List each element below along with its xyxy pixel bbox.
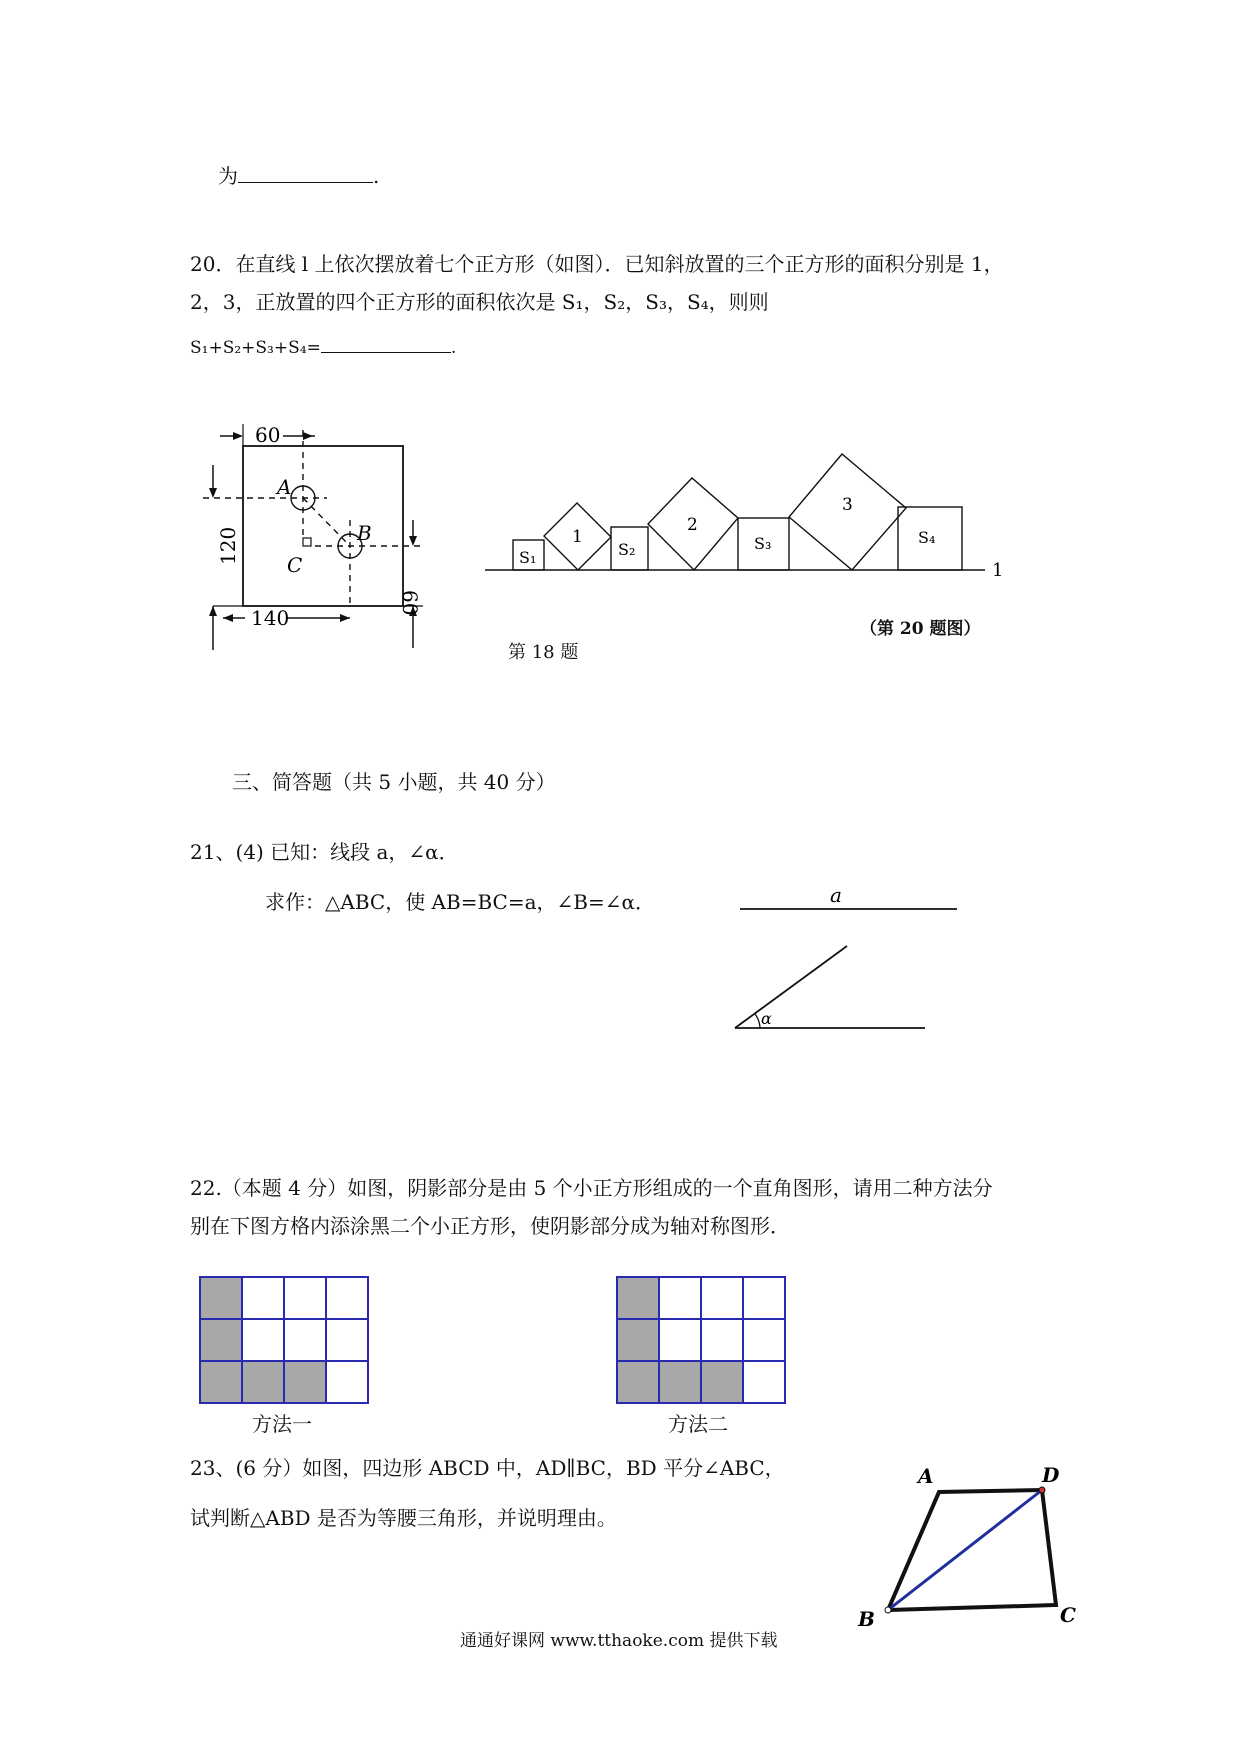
shaded-cell — [242, 1361, 284, 1403]
method-1-label: 方法一 — [252, 1412, 312, 1436]
figure-18-caption: 第 18 题 — [508, 642, 579, 663]
method-2-label: 方法二 — [668, 1412, 728, 1436]
shaded-cell — [617, 1277, 659, 1319]
shaded-cell — [659, 1361, 701, 1403]
right-angle-mark — [303, 538, 311, 546]
label-c: C — [287, 553, 303, 577]
q20-formula-line — [190, 330, 456, 362]
label-2: 2 — [687, 515, 698, 535]
answer-blank — [238, 160, 373, 183]
diagonal-bd — [888, 1490, 1042, 1610]
grid-method-1 — [198, 1275, 370, 1407]
label-s2: S₂ — [618, 540, 636, 559]
dim-left-label: 120 — [216, 526, 240, 565]
carryover-end: . — [373, 164, 380, 188]
q22-line1: 22.（本题 4 分）如图，阴影部分是由 5 个小正方形组成的一个直角图形，请用二种方法分 — [190, 1176, 993, 1200]
angle-arc — [755, 1014, 760, 1028]
label-b: B — [357, 521, 372, 545]
carryover-line — [218, 160, 379, 190]
label-s1: S₁ — [519, 548, 537, 567]
angle-alpha-label: α — [761, 1009, 772, 1028]
q23-line2: 试判断△ABD 是否为等腰三角形，并说明理由。 — [190, 1506, 617, 1530]
label-s3: S₃ — [754, 534, 772, 553]
arrow-head — [233, 432, 243, 440]
q21-line1: 21、(4) 已知：线段 a，∠α． — [190, 840, 459, 864]
section-3-title: 三、简答题（共 5 小题，共 40 分） — [232, 770, 556, 794]
q22-line2: 别在下图方格内添涂黑二个小正方形，使阴影部分成为轴对称图形． — [190, 1214, 790, 1238]
q20-formula: S₁+S₂+S₃+S₄= — [190, 338, 321, 358]
label-c: C — [1060, 1603, 1076, 1627]
label-3: 3 — [842, 495, 853, 515]
shaded-cell — [617, 1319, 659, 1361]
figure-20 — [480, 445, 1010, 585]
figure-18 — [195, 410, 445, 660]
segment-ab — [303, 498, 350, 546]
plate-rectangle — [243, 446, 403, 606]
label-a: A — [918, 1464, 934, 1488]
arrow-head — [209, 606, 217, 616]
label-b: B — [858, 1607, 875, 1631]
q20-line2: 2，3，正放置的四个正方形的面积依次是 S₁，S₂，S₃，S₄，则则 — [190, 290, 769, 314]
shaded-cell — [200, 1361, 242, 1403]
shaded-cell — [617, 1361, 659, 1403]
arrow-head — [209, 488, 217, 498]
angle-side-ray — [735, 946, 847, 1028]
arrow-head — [409, 536, 417, 546]
shaded-cell — [200, 1319, 242, 1361]
answer-blank — [321, 330, 451, 353]
shaded-cell — [701, 1361, 743, 1403]
arrow-head — [223, 614, 233, 622]
label-d: D — [1042, 1463, 1060, 1487]
dim-right-label: 60 — [398, 590, 422, 616]
q23-trapezoid-figure — [850, 1455, 1090, 1640]
figure-20-caption: （第 20 题图） — [860, 619, 981, 639]
arrow-head — [303, 432, 313, 440]
vertex-d — [1039, 1487, 1045, 1493]
label-1: 1 — [572, 527, 583, 547]
label-s4: S₄ — [918, 528, 936, 547]
segment-a-label: a — [830, 883, 842, 907]
q20-line1: 20．在直线 l 上依次摆放着七个正方形（如图）．已知斜放置的三个正方形的面积分别是 1， — [190, 252, 1004, 276]
line-label: 1 — [992, 560, 1004, 581]
label-a: A — [277, 475, 292, 499]
grid-method-2 — [615, 1275, 787, 1407]
shaded-cell — [200, 1277, 242, 1319]
carryover-prefix: 为 — [218, 164, 238, 188]
arrow-head — [340, 614, 350, 622]
dim-top-label: 60 — [255, 423, 281, 447]
q21-figure — [725, 878, 965, 1038]
dim-bottom-label: 140 — [251, 606, 290, 630]
q23-line1: 23、(6 分）如图，四边形 ABCD 中，AD∥BC，BD 平分∠ABC， — [190, 1456, 785, 1480]
q20-end: . — [450, 338, 457, 358]
vertex-b — [885, 1607, 891, 1613]
page-footer: 通通好课网 www.tthaoke.com 提供下载 — [460, 1631, 778, 1651]
shaded-cell — [284, 1361, 326, 1403]
q21-line2: 求作：△ABC，使 AB=BC=a，∠B=∠α． — [265, 890, 655, 914]
